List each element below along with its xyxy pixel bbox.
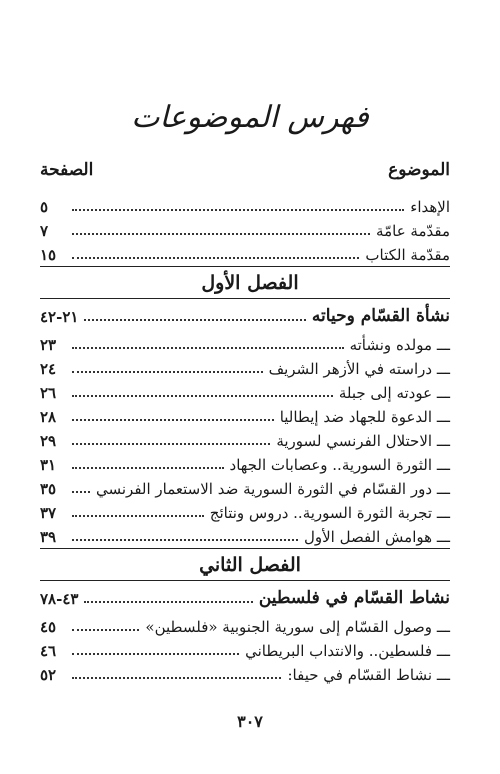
toc-entry-title: مقدّمة الكتاب (365, 246, 450, 264)
toc-entry-page: ٣٧ (40, 504, 57, 522)
leader-dots (84, 318, 305, 321)
toc-entry-page: ١٥ (40, 246, 57, 264)
toc-entry-title: ـــ فلسطين.. والانتداب البريطاني (245, 642, 450, 660)
topic-column-header: الموضوع (388, 160, 450, 180)
leader-dots (72, 232, 370, 235)
toc-entry-page: ٤٥ (40, 618, 57, 636)
toc-entry-title: ـــ عودته إلى جبلة (339, 384, 450, 402)
chapter-heading: الفصل الأول (201, 272, 299, 294)
toc-entry (40, 402, 450, 426)
toc-entry-title: ـــ الدعوة للجهاد ضد إيطاليا (280, 408, 450, 426)
leader-dots (72, 346, 344, 349)
chapter-heading: الفصل الثاني (199, 554, 301, 576)
toc-entry (40, 474, 450, 498)
toc-entry-page: ٢٤ (40, 360, 57, 378)
toc-entry-title: ـــ تجربة الثورة السورية.. دروس ونتائج (210, 504, 450, 522)
toc-entry-title: ـــ مولده ونشأته (350, 336, 450, 354)
leader-dots (72, 490, 90, 493)
toc-entry (40, 426, 450, 450)
leader-dots (72, 418, 274, 421)
toc-entry (40, 354, 450, 378)
toc-entry (40, 450, 450, 474)
toc-entry-title: ـــ دور القسّام في الثورة السورية ضد الاستعمار الفرنسي (96, 480, 450, 498)
toc-entry (40, 192, 450, 216)
leader-dots (72, 514, 204, 517)
toc-entry-title: ـــ وصول القسّام إلى سورية الجنوبية «فلسطين» (145, 618, 450, 636)
toc-entry-title: ـــ دراسته في الأزهر الشريف (269, 360, 450, 378)
leader-dots (72, 466, 224, 469)
toc-entry-title: ـــ نشاط القسّام في حيفا: (287, 666, 450, 684)
leader-dots (84, 600, 252, 603)
leader-dots (72, 538, 298, 541)
toc-entry-page: ٣٥ (40, 480, 57, 498)
leader-dots (72, 208, 404, 211)
toc-entry (40, 216, 450, 240)
leader-dots (72, 628, 139, 631)
toc-entry-page: ٢٨ (40, 408, 57, 426)
section-divider (40, 298, 450, 299)
toc-entry-page: ٣١ (40, 456, 57, 474)
toc-entry (40, 636, 450, 660)
toc-entry-page: ٢١-٤٢ (40, 308, 79, 326)
toc-entry (40, 612, 450, 636)
chapter-main-entry (40, 302, 450, 326)
toc-entry-page: ٢٩ (40, 432, 57, 450)
toc-entry (40, 330, 450, 354)
toc-entry-title: ـــ هوامش الفصل الأول (304, 528, 450, 546)
toc-entry (40, 522, 450, 546)
toc-entry-title: مقدّمة عامّة (376, 222, 450, 240)
section-divider (40, 548, 450, 549)
page-number: ٣٠٧ (237, 712, 263, 731)
toc-entry-page: ٣٩ (40, 528, 57, 546)
leader-dots (72, 394, 333, 397)
page-column-header: الصفحة (40, 160, 94, 180)
toc-entry-page: ٤٦ (40, 642, 57, 660)
toc-entry-title: نشاط القسّام في فلسطين (258, 588, 450, 608)
toc-entry-page: ٥٢ (40, 666, 57, 684)
toc-entry-title: ـــ الاحتلال الفرنسي لسورية (276, 432, 450, 450)
toc-entry (40, 378, 450, 402)
chapter-main-entry (40, 584, 450, 608)
leader-dots (72, 442, 270, 445)
toc-entry (40, 660, 450, 684)
toc-entry-title: ـــ الثورة السورية.. وعصابات الجهاد (230, 456, 450, 474)
leader-dots (72, 652, 239, 655)
page-title: فهرس الموضوعات (131, 100, 369, 135)
leader-dots (72, 256, 359, 259)
toc-entry-page: ٥ (40, 198, 49, 216)
toc-entry (40, 240, 450, 264)
toc-entry-page: ٤٣-٧٨ (40, 590, 79, 608)
leader-dots (72, 370, 263, 373)
leader-dots (72, 676, 281, 679)
toc-entry-page: ٢٣ (40, 336, 57, 354)
column-header (40, 160, 450, 184)
section-divider (40, 580, 450, 581)
toc-entry (40, 498, 450, 522)
toc-entry-page: ٧ (40, 222, 49, 240)
section-divider (40, 266, 450, 267)
toc-entry-title: الإهداء (410, 198, 450, 216)
toc-entry-title: نشأة القسّام وحياته (311, 306, 450, 326)
toc-entry-page: ٢٦ (40, 384, 57, 402)
